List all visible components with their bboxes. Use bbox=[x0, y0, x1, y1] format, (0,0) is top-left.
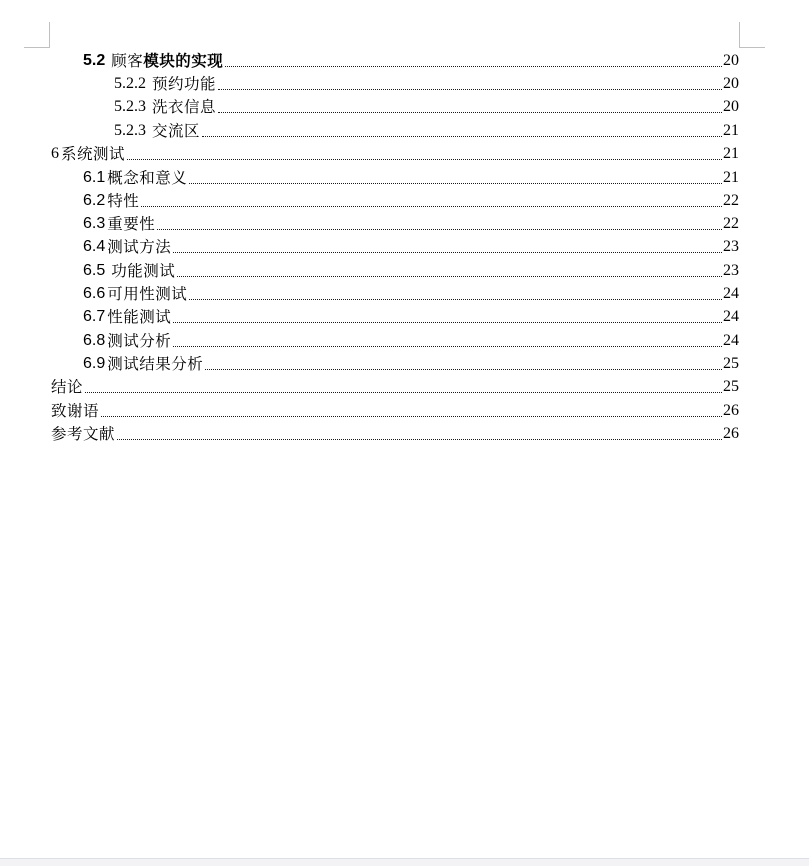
dot-leader bbox=[218, 88, 722, 90]
toc-entry-title: 致谢语 bbox=[51, 402, 100, 420]
toc-entry-title: 交流区 bbox=[152, 122, 201, 140]
toc-entry[interactable] bbox=[83, 352, 739, 374]
toc-entry[interactable] bbox=[83, 259, 739, 281]
dot-leader bbox=[225, 65, 722, 67]
dot-leader bbox=[117, 438, 722, 440]
toc-entry-number: 5.2.3 bbox=[114, 122, 146, 139]
toc-entry[interactable] bbox=[51, 422, 739, 444]
toc-entry-title: 可用性测试 bbox=[107, 285, 188, 303]
toc-entry[interactable] bbox=[114, 119, 739, 141]
dot-leader bbox=[101, 415, 722, 417]
toc-entry-number: 6.4 bbox=[83, 238, 106, 255]
toc-entry[interactable] bbox=[83, 329, 739, 351]
toc-entry-page: 25 bbox=[723, 355, 739, 372]
dot-leader bbox=[85, 391, 722, 393]
toc-entry[interactable] bbox=[83, 49, 739, 71]
dot-leader bbox=[173, 321, 722, 323]
toc-entry-number: 6.9 bbox=[83, 355, 106, 372]
dot-leader bbox=[202, 135, 722, 137]
toc-entry-title: 预约功能 bbox=[152, 75, 217, 93]
toc-entry[interactable] bbox=[51, 142, 739, 164]
toc-entry-title: 测试分析 bbox=[107, 332, 172, 350]
toc-entry-number: 5.2 bbox=[83, 52, 106, 69]
toc-entry-page: 24 bbox=[723, 285, 739, 302]
toc-entry[interactable] bbox=[83, 235, 739, 257]
toc-entry[interactable] bbox=[51, 399, 739, 421]
toc-entry-title: 概念和意义 bbox=[107, 169, 188, 187]
toc-entry-page: 21 bbox=[723, 145, 739, 162]
toc-entry-number: 6.1 bbox=[83, 169, 106, 186]
toc-entry-page: 21 bbox=[723, 169, 739, 186]
toc-entry[interactable] bbox=[83, 305, 739, 327]
toc-entry-title: 测试结果分析 bbox=[107, 355, 204, 373]
dot-leader bbox=[189, 182, 722, 184]
toc-entry-title: 性能测试 bbox=[107, 308, 172, 326]
toc-entry-page: 22 bbox=[723, 215, 739, 232]
toc-entry[interactable] bbox=[83, 189, 739, 211]
toc-entry-number: 6.7 bbox=[83, 308, 106, 325]
margin-corner-mark-top-right bbox=[739, 22, 765, 48]
toc-entry[interactable] bbox=[114, 95, 739, 117]
toc-entry[interactable] bbox=[51, 375, 739, 397]
dot-leader bbox=[173, 251, 722, 253]
toc-entry-title: 结论 bbox=[51, 378, 84, 396]
dot-leader bbox=[141, 205, 722, 207]
dot-leader bbox=[173, 345, 722, 347]
toc-entry-number: 6.6 bbox=[83, 285, 106, 302]
toc-entry-page: 24 bbox=[723, 308, 739, 325]
dot-leader bbox=[127, 158, 722, 160]
toc-entry[interactable] bbox=[83, 212, 739, 234]
toc-entry-number: 6.5 bbox=[83, 262, 106, 279]
toc-entry-title: 参考文献 bbox=[51, 425, 116, 443]
toc-entry-title: 重要性 bbox=[107, 215, 156, 233]
toc-entry-page: 21 bbox=[723, 122, 739, 139]
toc-entry-page: 25 bbox=[723, 378, 739, 395]
toc-entry-title: 特性 bbox=[107, 192, 140, 210]
toc-entry-page: 23 bbox=[723, 262, 739, 279]
dot-leader bbox=[218, 111, 722, 113]
toc-entry-number: 5.2.3 bbox=[114, 98, 146, 115]
toc-entry-page: 22 bbox=[723, 192, 739, 209]
dot-leader bbox=[205, 368, 722, 370]
toc-entry-title: 洗衣信息 bbox=[152, 98, 217, 116]
toc-entry-page: 20 bbox=[723, 52, 739, 69]
toc-entry-title: 测试方法 bbox=[107, 238, 172, 256]
toc-entry-title-bold: 模块的实现 bbox=[143, 52, 224, 70]
toc-entry-page: 23 bbox=[723, 238, 739, 255]
dot-leader bbox=[177, 275, 722, 277]
dot-leader bbox=[189, 298, 722, 300]
toc-entry-page: 20 bbox=[723, 98, 739, 115]
toc-entry-number: 6.8 bbox=[83, 332, 106, 349]
toc-entry-title: 系统测试 bbox=[61, 145, 126, 163]
toc-entry-page: 24 bbox=[723, 332, 739, 349]
toc-entry-number: 6.3 bbox=[83, 215, 106, 232]
toc-entry-number: 6 bbox=[51, 145, 59, 162]
toc-entry-title: 顾客 bbox=[111, 52, 144, 70]
toc-entry-number: 5.2.2 bbox=[114, 75, 146, 92]
toc-entry[interactable] bbox=[83, 166, 739, 188]
dot-leader bbox=[157, 228, 722, 230]
toc-entry[interactable] bbox=[114, 72, 739, 94]
toc-entry-page: 26 bbox=[723, 402, 739, 419]
toc-entry[interactable] bbox=[83, 282, 739, 304]
toc-entry-page: 20 bbox=[723, 75, 739, 92]
toc-entry-number: 6.2 bbox=[83, 192, 106, 209]
toc-entry-page: 26 bbox=[723, 425, 739, 442]
toc-entry-title: 功能测试 bbox=[111, 262, 176, 280]
margin-corner-mark-top-left bbox=[24, 22, 50, 48]
